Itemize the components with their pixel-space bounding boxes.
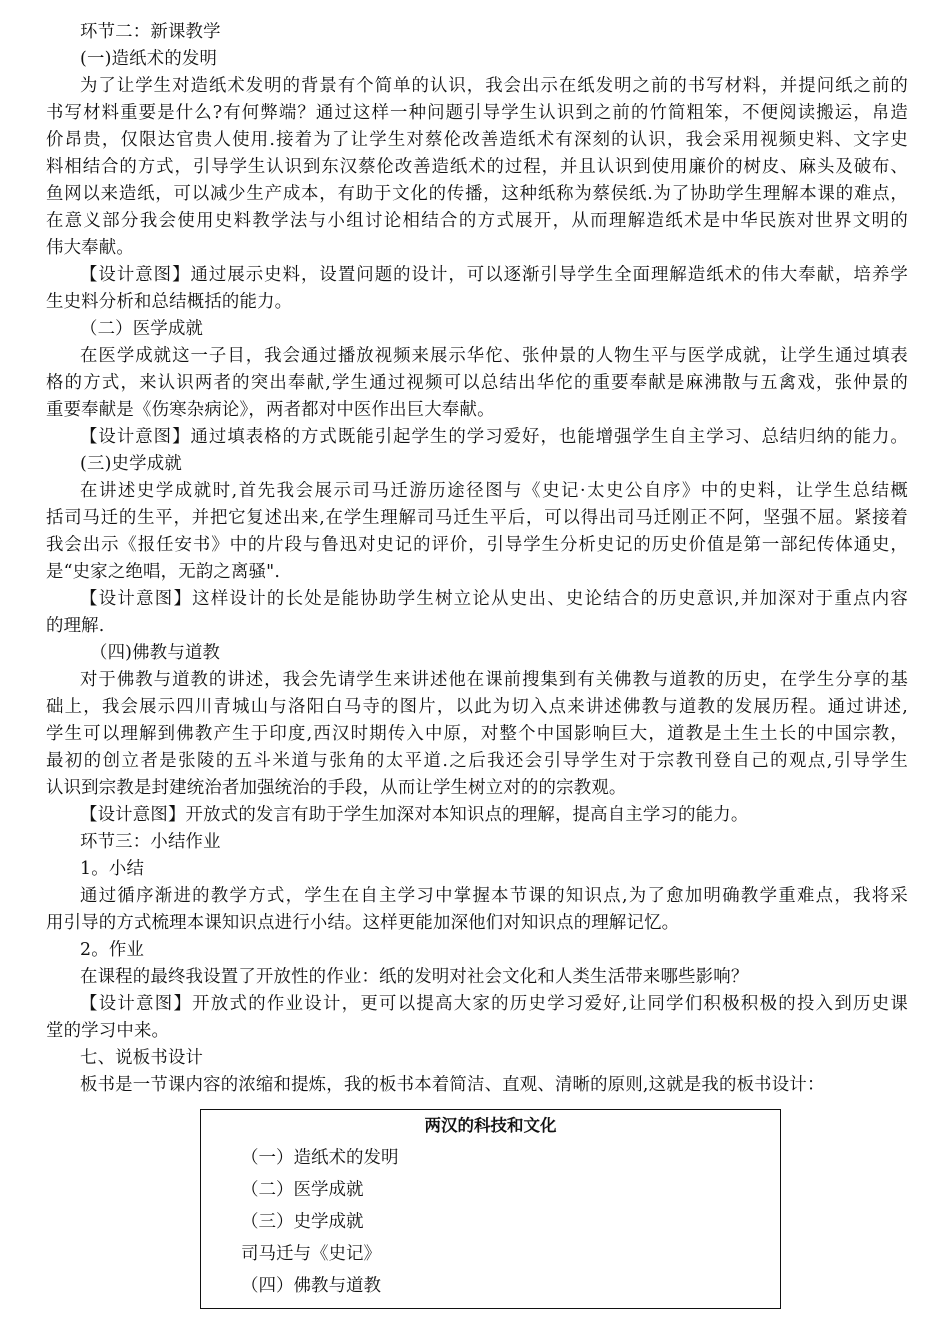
summary-heading: 1。小结 <box>80 859 145 879</box>
section-2-heading: （二）医学成就 <box>80 319 204 339</box>
design-intent-5: 【设计意图】开放式的作业设计，更可以提高大家的历史学习爱好,让同学们积极积极的投入到历史课 <box>80 994 908 1014</box>
section-7-heading: 七、说板书设计 <box>80 1048 204 1068</box>
section-3-heading: (三)史学成就 <box>80 454 182 474</box>
board-title: 两汉的科技和文化 <box>424 1116 557 1135</box>
paragraph-line: 伟大奉献。 <box>46 238 134 258</box>
design-intent-4: 【设计意图】开放式的发言有助于学生加深对本知识点的理解，提高自主学习的能力。 <box>80 805 749 825</box>
board-item: （三）史学成就 <box>241 1212 364 1232</box>
stage2-heading: 环节二：新课教学 <box>80 22 221 42</box>
homework-heading: 2。作业 <box>80 940 145 960</box>
paragraph-line: 我会出示《报任安书》中的片段与鲁迅对史记的评价，引导学生分析史记的历史价值是第一部纪传体通史， <box>46 535 908 555</box>
board-item: 司马迁与《史记》 <box>241 1244 381 1264</box>
paragraph-line: 料相结合的方式，引导学生认识到东汉蔡伦改善造纸术的过程，并且认识到使用廉价的树皮、麻头及破布、 <box>46 157 908 177</box>
paragraph-line: 价昂贵，仅限达官贵人使用.接着为了让学生对蔡伦改善造纸术有深刻的认识，我会采用视频史料、文字史 <box>46 130 908 150</box>
paragraph-line: 在课程的最终我设置了开放性的作业：纸的发明对社会文化和人类生活带来哪些影响？ <box>80 967 749 987</box>
paragraph-line: 在医学成就这一子目，我会通过播放视频来展示华佗、张仲景的人物生平与医学成就，让学生通过填表 <box>80 346 908 366</box>
stage3-heading: 环节三：小结作业 <box>80 832 221 852</box>
paragraph-line: 为了让学生对造纸术发明的背景有个简单的认识，我会出示在纸发明之前的书写材料，并提问纸之前的 <box>80 76 908 96</box>
design-intent-3: 【设计意图】这样设计的长处是能协助学生树立论从史出、史论结合的历史意识,并加深对于重点内容 <box>80 589 908 609</box>
design-intent-1: 【设计意图】通过展示史料，设置问题的设计，可以逐渐引导学生全面理解造纸术的伟大奉献，培养学 <box>80 265 908 285</box>
paragraph-line: 通过循序渐进的教学方式，学生在自主学习中掌握本节课的知识点,为了愈加明确教学重难点，我将采 <box>80 886 908 906</box>
paragraph-line: 格的方式，来认识两者的突出奉献,学生通过视频可以总结出华佗的重要奉献是麻沸散与五禽戏，张仲景的 <box>46 373 908 393</box>
board-item: （一）造纸术的发明 <box>241 1148 399 1168</box>
paragraph-line: 的理解. <box>46 616 105 636</box>
paragraph-line: 在讲述史学成就时,首先我会展示司马迁游历途径图与《史记·太史公自序》中的史料，让学生总结概 <box>80 481 908 501</box>
board-item: （四）佛教与道教 <box>241 1276 381 1296</box>
paragraph-line: 对于佛教与道教的讲述，我会先请学生来讲述他在课前搜集到有关佛教与道教的历史，在学生分享的基 <box>80 670 908 690</box>
paragraph-line: 最初的创立者是张陵的五斗米道与张角的太平道.之后我还会引导学生对于宗教刊登自己的观点,引导学生 <box>46 751 908 771</box>
paragraph-line: 鱼网以来造纸，可以减少生产成本，有助于文化的传播，这种纸称为蔡侯纸.为了协助学生理解本课的难点， <box>46 184 908 204</box>
blackboard-design-box <box>200 1109 781 1309</box>
paragraph-line: 础上，我会展示四川青城山与洛阳白马寺的图片，以此为切入点来讲述佛教与道教的发展历程。通过讲述, <box>46 697 908 717</box>
board-item: （二）医学成就 <box>241 1180 364 1200</box>
paragraph-line: 在意义部分我会使用史料教学法与小组讨论相结合的方式展开，从而理解造纸术是中华民族对世界文明的 <box>46 211 908 231</box>
paragraph-line: 生史料分析和总结概括的能力。 <box>46 292 293 312</box>
paragraph-line: 板书是一节课内容的浓缩和提炼，我的板书本着简洁、直观、清晰的原则,这就是我的板书设计： <box>80 1075 825 1095</box>
design-intent-2: 【设计意图】通过填表格的方式既能引起学生的学习爱好，也能增强学生自主学习、总结归纳的能力。 <box>80 427 908 447</box>
paragraph-line: 用引导的方式梳理本课知识点进行小结。这样更能加深他们对知识点的理解记忆。 <box>46 913 680 933</box>
paragraph-line: 括司马迁的生平，并把它复述出来,在学生理解司马迁生平后，可以得出司马迁刚正不阿，坚强不屈。紧接着 <box>46 508 908 528</box>
paragraph-line: 堂的学习中来。 <box>46 1021 170 1041</box>
paragraph-line: 书写材料重要是什么?有何弊端？通过这样一种问题引导学生认识到之前的竹简粗笨，不便阅读搬运，帛造 <box>46 103 908 123</box>
section-1-heading: (一)造纸术的发明 <box>80 49 218 69</box>
paragraph-line: 是“史家之绝唱，无韵之离骚". <box>46 562 281 582</box>
section-4-heading: （四)佛教与道教 <box>90 643 221 663</box>
paragraph-line: 学生可以理解到佛教产生于印度,西汉时期传入中原，对整个中国影响巨大，道教是土生土长的中国宗教， <box>46 724 908 744</box>
paragraph-line: 重要奉献是《伤寒杂病论》，两者都对中医作出巨大奉献。 <box>46 400 495 420</box>
paragraph-line: 认识到宗教是封建统治者加强统治的手段，从而让学生树立对的的宗教观。 <box>46 778 627 798</box>
